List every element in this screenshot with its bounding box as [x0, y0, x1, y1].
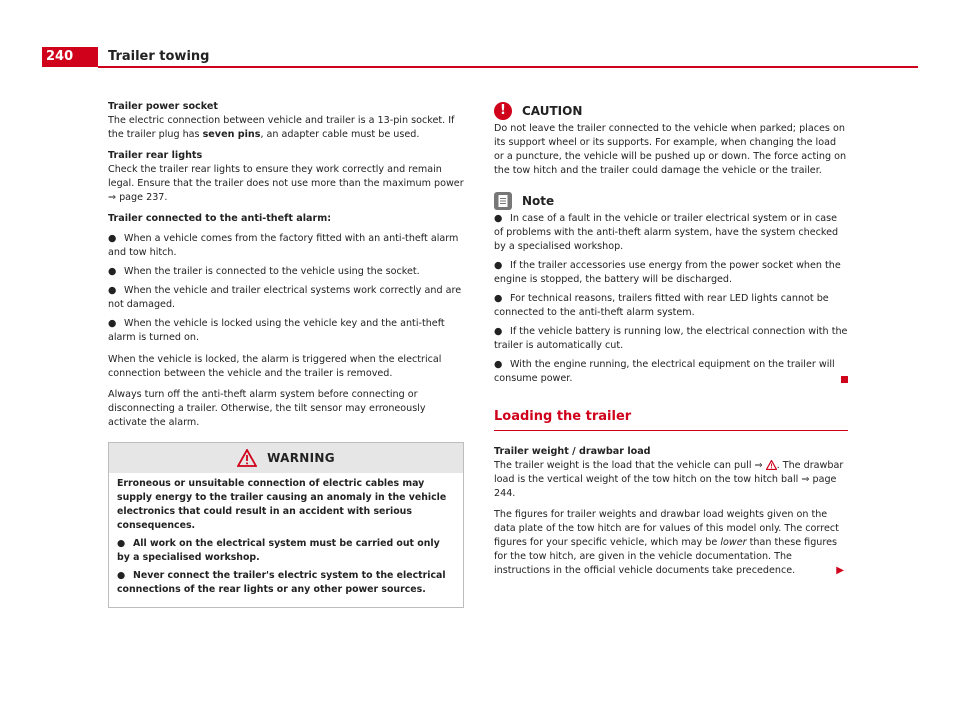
- list-item: ● If the vehicle battery is running low, the electrical connection with the trailer is automatically cut.: [494, 326, 848, 351]
- warning-text: Erroneous or unsuitable connection of electric cables may supply energy to the trailer causing an anomaly in the vehicle electronics that could result in an accident with serious consequences.: [117, 478, 447, 531]
- list-item: ● In case of a fault in the vehicle or trailer electrical system or in case of problems with the anti-theft alarm system, have the system checked by a specialised workshop.: [494, 213, 839, 252]
- right-column: [494, 102, 848, 585]
- list-item: ● All work on the electrical system must be carried out only by a specialised workshop.: [117, 538, 440, 563]
- socket-heading: Trailer power socket: [108, 101, 218, 112]
- list-item: ● When the trailer is connected to the vehicle using the socket.: [108, 266, 420, 277]
- continue-arrow-icon: ▶: [836, 565, 844, 576]
- note-icon: [494, 192, 512, 210]
- left-column: [108, 100, 464, 608]
- page-number: 240: [42, 47, 98, 67]
- list-item: ● When the vehicle and trailer electrical systems work correctly and are not damaged.: [108, 285, 462, 310]
- warning-reference-icon: [766, 460, 777, 470]
- warning-box: [108, 442, 464, 608]
- tilt-paragraph: Always turn off the anti-theft alarm system before connecting or disconnecting a trailer. Otherwise, the tilt sensor may erroneously activate the alarm.: [108, 389, 426, 428]
- end-of-section-marker: [841, 376, 848, 383]
- section-heading: Loading the trailer: [494, 409, 632, 424]
- figures-paragraph: The figures for trailer weights and drawbar load weights given on the data plate of the tow hitch are for values of this model only. The correct figures for your specific vehicle, which may be lower than these figures for the tow hitch, are given in the vehicle documentation. The instructions in the official vehicle documents take precedence. ▶: [494, 509, 844, 576]
- list-item: ● With the engine running, the electrical equipment on the trailer will consume power.: [494, 358, 848, 386]
- warning-body: [109, 473, 463, 607]
- alarm-heading: Trailer connected to the anti-theft alarm:: [108, 213, 332, 224]
- socket-paragraph: The electric connection between vehicle and trailer is a 13-pin socket. If the trailer plug has seven pins, an adapter cable must be used.: [108, 115, 455, 140]
- list-item: ● If the trailer accessories use energy from the power socket when the engine is stopped, the battery will be discharged.: [494, 260, 841, 285]
- weight-heading: Trailer weight / drawbar load: [494, 446, 651, 457]
- warning-title: WARNING: [267, 451, 335, 465]
- caution-icon: !: [494, 102, 512, 120]
- caution-header: [494, 102, 848, 120]
- lights-heading: Trailer rear lights: [108, 150, 203, 161]
- warning-header: [109, 443, 463, 473]
- caution-title: CAUTION: [522, 104, 583, 118]
- section-rule: [494, 430, 848, 431]
- weight-paragraph: The trailer weight is the load that the vehicle can pull ⇒ . The drawbar load is the vertical weight of the tow hitch on the tow hitch ball ⇒ page 244.: [494, 460, 844, 499]
- caution-text: Do not leave the trailer connected to the vehicle when parked; places on its support wheel or its supports. For example, when changing the load or a puncture, the vehicle will be pushed up or down. The force acting on the tow hitch and the trailer could damage the vehicle or the trailer.: [494, 123, 847, 176]
- list-item: ● Never connect the trailer's electric system to the electrical connections of the rear lights or any other power sources.: [117, 570, 446, 595]
- list-item: ● When a vehicle comes from the factory fitted with an anti-theft alarm and tow hitch.: [108, 233, 459, 258]
- page-title: Trailer towing: [108, 49, 210, 64]
- list-item: ● For technical reasons, trailers fitted with rear LED lights cannot be connected to the anti-theft alarm system.: [494, 293, 829, 318]
- note-title: Note: [522, 194, 555, 208]
- list-item: ● When the vehicle is locked using the vehicle key and the anti-theft alarm is turned on.: [108, 318, 445, 343]
- header-rule: [98, 66, 918, 68]
- note-header: [494, 192, 848, 210]
- lights-paragraph: Check the trailer rear lights to ensure they work correctly and remain legal. Ensure that the trailer does not use more than the maximum power ⇒ page 237.: [108, 164, 464, 203]
- warning-triangle-icon: [237, 449, 257, 467]
- locked-paragraph: When the vehicle is locked, the alarm is triggered when the electrical connection between the vehicle and the trailer is removed.: [108, 354, 442, 379]
